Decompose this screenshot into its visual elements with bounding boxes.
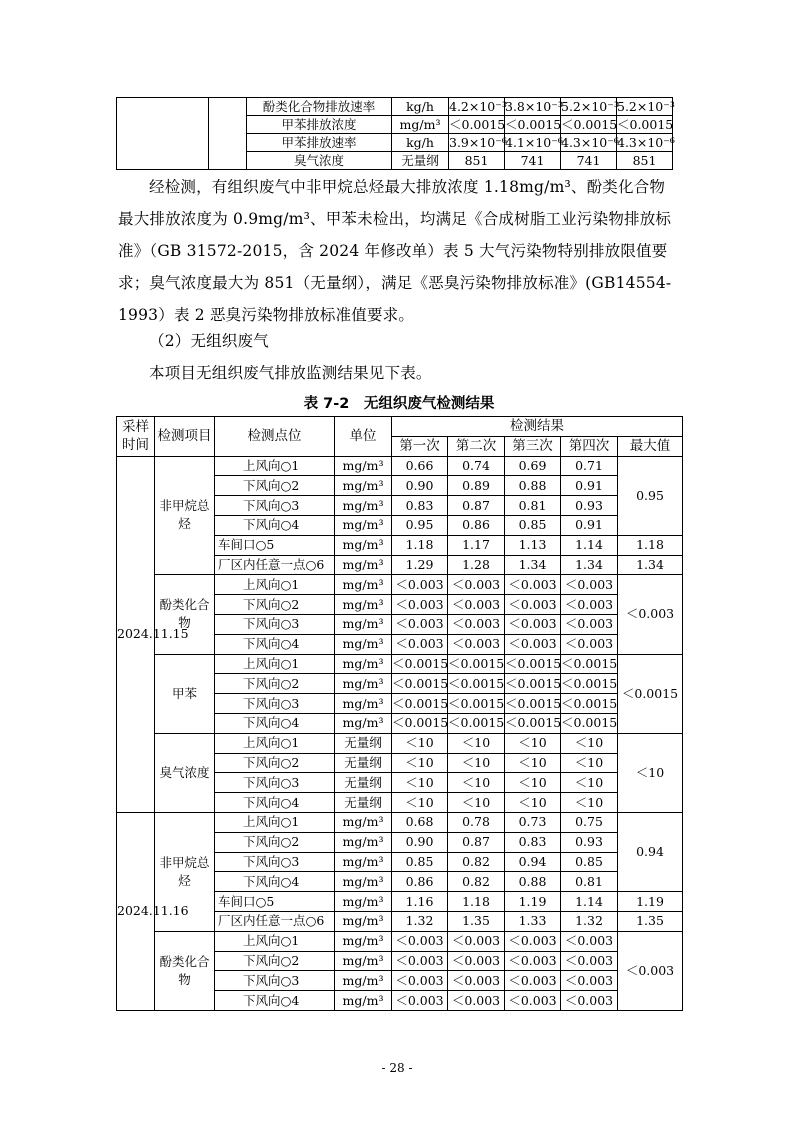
result-cell: 1.32 bbox=[392, 911, 448, 931]
header-point: 检测点位 bbox=[215, 417, 335, 457]
unit-cell: mg/m³ bbox=[335, 694, 392, 714]
result-cell: 1.18 bbox=[448, 892, 505, 912]
result-cell: ＜0.003 bbox=[561, 951, 618, 971]
result-cell: ＜0.003 bbox=[561, 991, 618, 1011]
result-cell: 0.75 bbox=[561, 812, 618, 832]
test-item: 非甲烷总烃 bbox=[155, 812, 215, 931]
result-cell: ＜0.0015 bbox=[392, 713, 448, 733]
table-row bbox=[117, 654, 683, 674]
unit-cell: mg/m³ bbox=[335, 575, 392, 595]
value-cell: 4.3×10⁻⁶ bbox=[561, 135, 619, 150]
table-caption: 表 7-2 无组织废气检测结果 bbox=[303, 396, 495, 412]
result-cell: 0.93 bbox=[561, 832, 618, 852]
test-item: 酚类化合物 bbox=[155, 931, 215, 1010]
result-cell: ＜0.003 bbox=[505, 575, 561, 595]
test-item: 臭气浓度 bbox=[155, 733, 215, 812]
value-cell: 851 bbox=[449, 152, 505, 170]
result-cell: 0.82 bbox=[448, 872, 505, 892]
unit-cell: mg/m³ bbox=[335, 674, 392, 694]
result-cell: ＜0.003 bbox=[448, 595, 505, 615]
test-item: 酚类化合物 bbox=[155, 575, 215, 654]
result-cell: ＜0.003 bbox=[561, 971, 618, 991]
result-cell: 0.85 bbox=[392, 852, 448, 872]
result-cell: ＜10 bbox=[561, 733, 618, 753]
test-point: 下风向○3 bbox=[215, 496, 335, 516]
unit-cell: mg/m³ bbox=[335, 515, 392, 535]
result-cell: ＜10 bbox=[505, 733, 561, 753]
organized-emission-table-continued bbox=[116, 97, 673, 170]
unit-cell: mg/m³ bbox=[335, 614, 392, 634]
result-cell: 1.19 bbox=[505, 892, 561, 912]
unit-cell: mg/m³ bbox=[335, 832, 392, 852]
result-cell: ＜10 bbox=[561, 793, 618, 813]
result-cell: ＜0.003 bbox=[448, 971, 505, 991]
result-cell: 0.89 bbox=[448, 476, 505, 496]
result-cell: 0.85 bbox=[561, 852, 618, 872]
result-cell: 0.95 bbox=[392, 515, 448, 535]
test-point: 下风向○3 bbox=[215, 694, 335, 714]
test-point: 下风向○3 bbox=[215, 614, 335, 634]
result-cell: 0.74 bbox=[448, 456, 505, 476]
result-cell: ＜10 bbox=[392, 753, 448, 773]
table-row bbox=[117, 812, 683, 832]
result-cell: ＜10 bbox=[505, 773, 561, 793]
unit-cell: mg/m³ bbox=[335, 634, 392, 654]
result-cell: 0.82 bbox=[448, 852, 505, 872]
result-cell: 1.34 bbox=[561, 555, 618, 575]
result-cell: ＜0.003 bbox=[561, 575, 618, 595]
result-cell: ＜0.003 bbox=[392, 951, 448, 971]
intro-paragraph: 本项目无组织废气排放监测结果见下表。 bbox=[149, 364, 432, 382]
value-cell: 741 bbox=[561, 152, 617, 170]
result-cell: ＜0.003 bbox=[505, 951, 561, 971]
result-cell: ＜0.0015 bbox=[392, 654, 448, 674]
header-time: 采样时间 bbox=[117, 417, 155, 457]
result-cell: 1.28 bbox=[448, 555, 505, 575]
test-point: 下风向○3 bbox=[215, 852, 335, 872]
max-value: ＜0.003 bbox=[618, 931, 683, 1010]
result-cell: ＜0.003 bbox=[505, 634, 561, 654]
result-cell: 0.81 bbox=[505, 496, 561, 516]
test-point: 下风向○4 bbox=[215, 872, 335, 892]
max-value: 1.34 bbox=[618, 555, 683, 575]
result-cell: 1.14 bbox=[561, 892, 618, 912]
result-cell: 0.91 bbox=[561, 515, 618, 535]
test-point: 下风向○4 bbox=[215, 634, 335, 654]
value-cell: 4.2×10⁻³ bbox=[449, 99, 507, 114]
table-row bbox=[117, 733, 683, 753]
item-cell: 甲苯排放浓度 bbox=[247, 116, 392, 134]
result-cell: ＜0.003 bbox=[392, 614, 448, 634]
result-cell: ＜0.003 bbox=[561, 931, 618, 951]
result-cell: 0.71 bbox=[561, 456, 618, 476]
result-cell: ＜10 bbox=[448, 753, 505, 773]
result-cell: ＜0.0015 bbox=[392, 694, 448, 714]
value-cell: ＜0.0015 bbox=[505, 117, 562, 132]
unit-cell: mg/m³ bbox=[335, 971, 392, 991]
result-cell: 0.85 bbox=[505, 515, 561, 535]
unit-cell: kg/h bbox=[392, 98, 449, 116]
result-cell: ＜0.003 bbox=[505, 991, 561, 1011]
header-run: 第一次 bbox=[392, 436, 448, 456]
test-point: 下风向○2 bbox=[215, 674, 335, 694]
result-cell: ＜0.0015 bbox=[561, 654, 618, 674]
result-cell: 0.73 bbox=[505, 812, 561, 832]
result-cell: ＜10 bbox=[505, 793, 561, 813]
result-cell: 0.93 bbox=[561, 496, 618, 516]
result-cell: 0.83 bbox=[505, 832, 561, 852]
unit-cell: mg/m³ bbox=[335, 852, 392, 872]
test-point: 下风向○3 bbox=[215, 773, 335, 793]
result-cell: ＜0.0015 bbox=[561, 674, 618, 694]
max-value: 0.94 bbox=[618, 812, 683, 891]
result-cell: ＜10 bbox=[392, 733, 448, 753]
result-cell: ＜0.003 bbox=[448, 951, 505, 971]
result-cell: ＜0.003 bbox=[392, 595, 448, 615]
max-value: 1.35 bbox=[618, 911, 683, 931]
result-cell: 0.81 bbox=[561, 872, 618, 892]
value-cell: 5.2×10⁻³ bbox=[561, 99, 619, 114]
sampling-date: 2024.11.16 bbox=[117, 812, 155, 1010]
result-cell: 1.16 bbox=[392, 892, 448, 912]
result-cell: ＜0.0015 bbox=[448, 654, 505, 674]
unit-cell: mg/m³ bbox=[392, 116, 449, 134]
item-cell: 臭气浓度 bbox=[247, 152, 392, 170]
unit-cell: mg/m³ bbox=[335, 595, 392, 615]
result-cell: 0.69 bbox=[505, 456, 561, 476]
result-cell: 0.91 bbox=[561, 476, 618, 496]
unit-cell: mg/m³ bbox=[335, 892, 392, 912]
result-cell: ＜0.003 bbox=[505, 971, 561, 991]
unit-cell: kg/h bbox=[392, 134, 449, 152]
sampling-date: 2024.11.15 bbox=[117, 456, 155, 812]
result-cell: ＜0.003 bbox=[505, 931, 561, 951]
unit-cell: 无量纲 bbox=[335, 753, 392, 773]
unit-cell: mg/m³ bbox=[335, 654, 392, 674]
test-item: 非甲烷总烃 bbox=[155, 456, 215, 575]
test-point: 下风向○4 bbox=[215, 991, 335, 1011]
test-point: 厂区内任意一点○6 bbox=[215, 555, 335, 575]
value-cell: 4.1×10⁻⁶ bbox=[505, 135, 563, 150]
unit-cell: mg/m³ bbox=[335, 911, 392, 931]
result-cell: 0.87 bbox=[448, 832, 505, 852]
unit-cell: mg/m³ bbox=[335, 713, 392, 733]
max-value: 1.18 bbox=[618, 535, 683, 555]
unit-cell: 无量纲 bbox=[335, 793, 392, 813]
test-point: 下风向○2 bbox=[215, 832, 335, 852]
result-cell: 0.90 bbox=[392, 476, 448, 496]
unit-cell: 无量纲 bbox=[335, 733, 392, 753]
result-cell: ＜0.003 bbox=[392, 634, 448, 654]
value-cell: 741 bbox=[505, 152, 561, 170]
test-point: 上风向○1 bbox=[215, 654, 335, 674]
result-cell: ＜0.0015 bbox=[448, 713, 505, 733]
result-cell: 0.94 bbox=[505, 852, 561, 872]
max-value: 0.95 bbox=[618, 456, 683, 535]
result-cell: 0.86 bbox=[392, 872, 448, 892]
unit-cell: mg/m³ bbox=[335, 872, 392, 892]
max-value: ＜10 bbox=[618, 733, 683, 812]
result-cell: ＜10 bbox=[561, 773, 618, 793]
result-cell: 1.17 bbox=[448, 535, 505, 555]
result-cell: ＜0.003 bbox=[392, 971, 448, 991]
result-cell: 0.90 bbox=[392, 832, 448, 852]
test-point: 上风向○1 bbox=[215, 812, 335, 832]
result-cell: 0.66 bbox=[392, 456, 448, 476]
result-cell: 0.88 bbox=[505, 476, 561, 496]
value-cell: ＜0.0015 bbox=[449, 117, 506, 132]
value-cell: 3.9×10⁻⁶ bbox=[449, 135, 507, 150]
section-heading: （2）无组织废气 bbox=[149, 332, 269, 350]
result-cell: ＜0.003 bbox=[392, 991, 448, 1011]
result-cell: ＜0.003 bbox=[448, 991, 505, 1011]
result-cell: ＜10 bbox=[448, 793, 505, 813]
header-run: 第三次 bbox=[505, 436, 561, 456]
test-point: 下风向○2 bbox=[215, 753, 335, 773]
test-point: 下风向○2 bbox=[215, 476, 335, 496]
result-cell: 1.34 bbox=[505, 555, 561, 575]
result-cell: ＜10 bbox=[392, 773, 448, 793]
max-value: ＜0.003 bbox=[618, 575, 683, 654]
item-cell: 甲苯排放速率 bbox=[247, 134, 392, 152]
value-cell: ＜0.0015 bbox=[561, 117, 618, 132]
test-point: 车间口○5 bbox=[215, 535, 335, 555]
test-item: 甲苯 bbox=[155, 654, 215, 733]
test-point: 上风向○1 bbox=[215, 575, 335, 595]
result-cell: ＜0.003 bbox=[448, 931, 505, 951]
result-cell: 1.18 bbox=[392, 535, 448, 555]
result-cell: ＜0.003 bbox=[561, 595, 618, 615]
result-cell: 1.32 bbox=[561, 911, 618, 931]
blank-cell bbox=[117, 98, 209, 170]
test-point: 下风向○4 bbox=[215, 713, 335, 733]
unit-cell: mg/m³ bbox=[335, 951, 392, 971]
result-cell: ＜0.0015 bbox=[448, 694, 505, 714]
test-point: 下风向○2 bbox=[215, 951, 335, 971]
max-value: 1.19 bbox=[618, 892, 683, 912]
value-cell: 5.2×10⁻³ bbox=[617, 99, 675, 114]
max-value: ＜0.0015 bbox=[618, 654, 683, 733]
table-row bbox=[117, 575, 683, 595]
unit-cell: mg/m³ bbox=[335, 991, 392, 1011]
result-cell: ＜10 bbox=[561, 753, 618, 773]
value-cell: 4.3×10⁻⁶ bbox=[617, 135, 675, 150]
result-cell: 0.78 bbox=[448, 812, 505, 832]
unit-cell: 无量纲 bbox=[392, 152, 449, 170]
table-row bbox=[117, 456, 683, 476]
unit-cell: mg/m³ bbox=[335, 812, 392, 832]
result-cell: ＜0.0015 bbox=[505, 654, 561, 674]
value-cell: 3.8×10⁻³ bbox=[505, 99, 563, 114]
item-cell: 酚类化合物排放速率 bbox=[247, 98, 392, 116]
unit-cell: 无量纲 bbox=[335, 773, 392, 793]
result-cell: ＜0.003 bbox=[448, 575, 505, 595]
test-point: 下风向○4 bbox=[215, 793, 335, 813]
result-cell: ＜0.0015 bbox=[392, 674, 448, 694]
value-cell: ＜0.0015 bbox=[617, 117, 674, 132]
test-point: 下风向○2 bbox=[215, 595, 335, 615]
value-cell: 851 bbox=[617, 152, 673, 170]
result-cell: 1.33 bbox=[505, 911, 561, 931]
header-item: 检测项目 bbox=[155, 417, 215, 457]
header-run: 第二次 bbox=[448, 436, 505, 456]
result-cell: 0.87 bbox=[448, 496, 505, 516]
test-point: 上风向○1 bbox=[215, 931, 335, 951]
result-cell: ＜10 bbox=[448, 733, 505, 753]
result-cell: ＜0.0015 bbox=[505, 713, 561, 733]
unit-cell: mg/m³ bbox=[335, 931, 392, 951]
test-point: 上风向○1 bbox=[215, 456, 335, 476]
blank-cell bbox=[209, 98, 247, 170]
result-cell: ＜0.003 bbox=[561, 614, 618, 634]
unit-cell: mg/m³ bbox=[335, 456, 392, 476]
unit-cell: mg/m³ bbox=[335, 496, 392, 516]
result-cell: 0.88 bbox=[505, 872, 561, 892]
result-cell: 1.29 bbox=[392, 555, 448, 575]
result-cell: 1.14 bbox=[561, 535, 618, 555]
result-cell: 0.68 bbox=[392, 812, 448, 832]
header-results: 检测结果 bbox=[392, 417, 683, 437]
result-cell: ＜0.0015 bbox=[505, 694, 561, 714]
page-number: - 28 - bbox=[381, 1061, 413, 1075]
test-point: 下风向○4 bbox=[215, 515, 335, 535]
result-cell: ＜0.003 bbox=[561, 634, 618, 654]
test-point: 下风向○3 bbox=[215, 971, 335, 991]
result-cell: ＜0.003 bbox=[448, 614, 505, 634]
test-point: 厂区内任意一点○6 bbox=[215, 911, 335, 931]
table-row bbox=[117, 931, 683, 951]
conclusion-paragraph: 经检测，有组织废气中非甲烷总烃最大排放浓度 1.18mg/m³、酚类化合物最大排放浓度为 0.9mg/m³、甲苯未检出，均满足《合成树脂工业污染物排放标准》（GB 31572-2015，含 2024 年修改单）表 5 大气污染物特别排放限值要求；臭气浓度最大为 851（无量纲），满足《恶臭污染物排放标准》(GB14554-1993）表 2 恶臭污染物排放标准值要求。 bbox=[118, 178, 672, 324]
result-cell: ＜10 bbox=[505, 753, 561, 773]
header-run: 第四次 bbox=[561, 436, 618, 456]
result-cell: ＜0.0015 bbox=[561, 713, 618, 733]
result-cell: 1.13 bbox=[505, 535, 561, 555]
test-point: 上风向○1 bbox=[215, 733, 335, 753]
result-cell: ＜10 bbox=[448, 773, 505, 793]
result-cell: 0.86 bbox=[448, 515, 505, 535]
header-unit: 单位 bbox=[335, 417, 392, 457]
result-cell: ＜0.0015 bbox=[448, 674, 505, 694]
result-cell: ＜0.003 bbox=[505, 595, 561, 615]
result-cell: 0.83 bbox=[392, 496, 448, 516]
result-cell: ＜0.003 bbox=[392, 931, 448, 951]
result-cell: ＜0.0015 bbox=[505, 674, 561, 694]
unit-cell: mg/m³ bbox=[335, 555, 392, 575]
result-cell: ＜0.003 bbox=[505, 614, 561, 634]
result-cell: ＜0.003 bbox=[392, 575, 448, 595]
unit-cell: mg/m³ bbox=[335, 535, 392, 555]
test-point: 车间口○5 bbox=[215, 892, 335, 912]
result-cell: 1.35 bbox=[448, 911, 505, 931]
header-max: 最大值 bbox=[618, 436, 683, 456]
result-cell: ＜0.0015 bbox=[561, 694, 618, 714]
result-cell: ＜0.003 bbox=[448, 634, 505, 654]
unit-cell: mg/m³ bbox=[335, 476, 392, 496]
fugitive-emission-table bbox=[116, 416, 683, 1011]
result-cell: ＜10 bbox=[392, 793, 448, 813]
